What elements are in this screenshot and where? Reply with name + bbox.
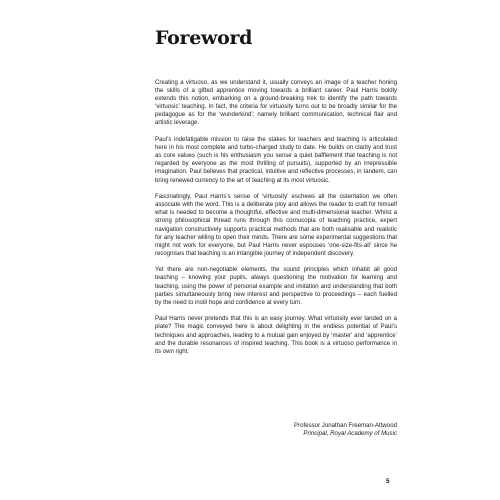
paragraph-5 (155, 315, 397, 355)
page-number: 5 (386, 478, 390, 485)
paragraph-3-text: Fascinatingly, Paul Harris’s sense of ‘virtuosity’ eschews all the ostentation we often associate with the word. This is a deliberate ploy and allows the reader to craft for himself what is needed to become a thoughtful, effective and multi-dimensional teacher. Whilst a strong philosophical thread runs through this cornucopia of teaching practice, expert navigation constructively supports practical methods that are both realisable and realistic for any teacher willing to open their minds. There are some experimental suggestions that might not work for everyone, but Paul Harris never espouses ‘one-size-fits-all’ since he recognises that teaching is an intangible journey of independent discovery. (155, 194, 397, 257)
paragraph-2-emphasis: the (229, 161, 238, 168)
paragraph-5-text: Paul Harris never pretends that this is an easy journey. What virtuosity ever landed on a plate? The magic conveyed here is about delighting in the endless potential of Paul’s techniques and approaches, leading to a mutual gain enjoyed by ‘master’ and ‘apprentice’ and the durable resonances of inspired teaching. This book is a virtuoso performance in its own right. (155, 316, 397, 355)
page-title: Foreword (155, 27, 253, 49)
signature-name: Professor Jonathan Freeman-Attwood (294, 422, 397, 429)
paragraph-4-text: Yet there are non-negotiable elements, the sound principles which inhabit all good teaching – knowing your pupils, always questioning the motivation for learning and teaching, using the power of personal example and imitation and understanding that both parties simultaneously bring new interest and perspective to proceedings – each fuelled by the need to instil hope and confidence at every turn. (155, 267, 397, 306)
paragraph-4 (155, 266, 397, 306)
paragraph-2-text-a: Paul’s indefatigable mission to raise the stakes for teachers and teaching is articulated here in his most complete and turbo-charged study to date. He builds on clarity and trust as core values (such is his enthusiasm you sense a quiet bafflement that teaching is not regarded by everyone as (155, 137, 397, 168)
paragraph-2 (155, 136, 397, 185)
paragraph-1-text: Creating a virtuoso, as we understand it, usually conveys an image of a teacher honing the skills of a gifted apprentice moving towards a brilliant career. Paul Harris boldly extends this notion, embarking on a ground-breaking trek to identify the path towards ‘virtuosic’ teaching. In fact, the criteria for virtuosity turns out to be broadly similar for the pedagogue as for the ‘wunderkind’; namely brilliant communication, technical flair and artistic leverage. (155, 80, 397, 127)
foreword-body (155, 79, 397, 364)
paragraph-3 (155, 193, 397, 258)
signature-block (240, 422, 397, 438)
signature-title: Principal, Royal Academy of Music (303, 430, 397, 438)
paragraph-2-text-b: most thrilling of pursuits), supported by an irrepressible imagination. Paul believes that practical, intuitive and reflective processes, in tandem, can bring renewed currency to the art of teaching at its most virtuosic. (155, 161, 397, 184)
paragraph-1 (155, 79, 397, 128)
